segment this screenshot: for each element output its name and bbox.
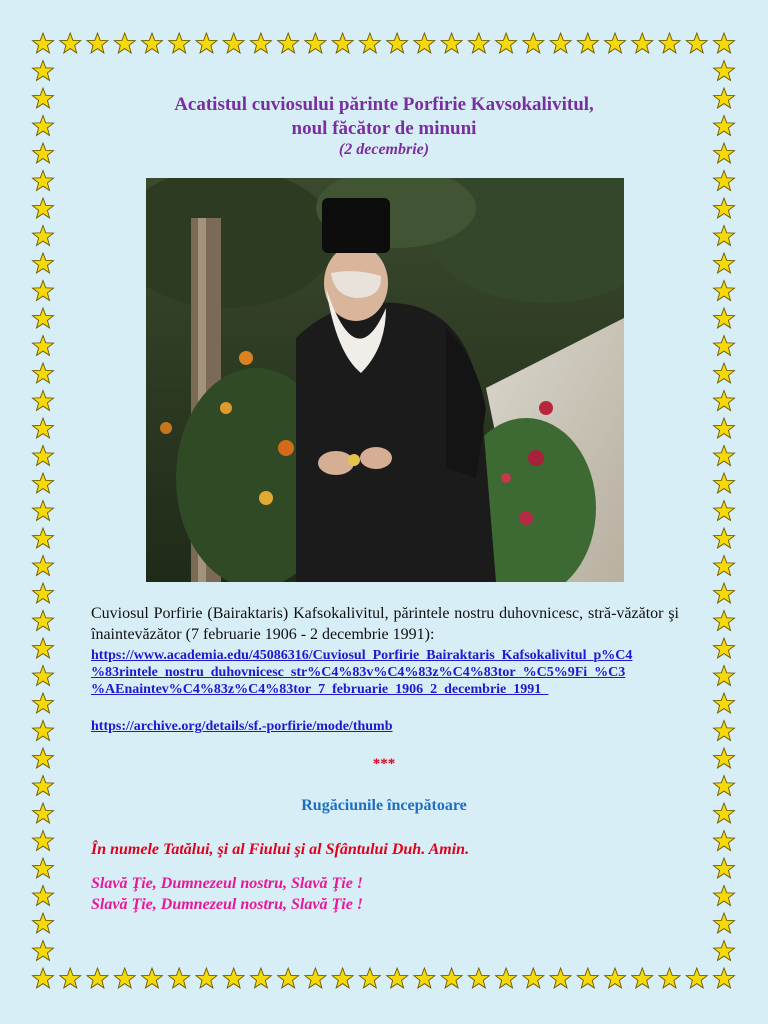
star-icon (33, 171, 54, 191)
star-icon (714, 886, 735, 906)
star-icon (305, 33, 326, 53)
star-icon (714, 171, 735, 191)
star-icon (33, 858, 54, 878)
star-icon (33, 556, 54, 576)
star-icon (714, 913, 735, 933)
page-title-line1: Acatistul cuviosului părinte Porfirie Kavsokalivitul, (174, 94, 594, 115)
star-icon (659, 33, 680, 53)
star-icon (714, 858, 735, 878)
prayer-glory-1: Slavă Ţie, Dumnezeul nostru, Slavă Ţie ! (91, 875, 364, 892)
star-icon (33, 583, 54, 603)
star-icon (496, 33, 517, 53)
star-icon (714, 611, 735, 631)
star-icon (60, 968, 81, 988)
star-icon (33, 968, 54, 988)
star-icon (33, 528, 54, 548)
star-icon (714, 363, 735, 383)
star-icon (523, 968, 544, 988)
star-icon (468, 968, 489, 988)
star-icon (686, 968, 707, 988)
star-icon (714, 638, 735, 658)
star-icon (33, 198, 54, 218)
intro-text-dates: (7 februarie 1906 - 2 decembrie 1991): (181, 626, 435, 643)
star-icon (33, 61, 54, 81)
star-icon (114, 968, 135, 988)
star-icon (169, 968, 190, 988)
star-icon (223, 33, 244, 53)
section-separator: *** (372, 756, 396, 772)
star-icon (523, 33, 544, 53)
academia-link-line1[interactable]: https://www.academia.edu/45086316/Cuviosul_Porfirie_Bairaktaris_Kafsokalivitul_p%C4 (91, 648, 633, 663)
star-icon (33, 501, 54, 521)
intro-text-main: Cuviosul Porfirie (Bairaktaris) Kafsokalivitul, părintele nostru duhovnicesc, stră-văzător şi înaintevăzător (91, 605, 679, 643)
star-icon (33, 336, 54, 356)
star-icon (33, 721, 54, 741)
star-icon (550, 33, 571, 53)
star-icon (577, 33, 598, 53)
star-icon (87, 968, 108, 988)
star-icon (251, 33, 272, 53)
intro-paragraph (91, 603, 679, 645)
star-icon (714, 721, 735, 741)
star-icon (605, 968, 626, 988)
star-icon (414, 968, 435, 988)
star-icon (33, 611, 54, 631)
star-icon (87, 33, 108, 53)
star-icon (60, 33, 81, 53)
star-icon (278, 33, 299, 53)
star-icon (550, 968, 571, 988)
page-title-line2: noul făcător de minuni (291, 118, 477, 139)
star-icon (33, 941, 54, 961)
star-icon (414, 33, 435, 53)
star-icon (714, 226, 735, 246)
star-icon (169, 33, 190, 53)
star-icon (332, 33, 353, 53)
star-icon (714, 418, 735, 438)
academia-link-line3[interactable]: %AEnaintev%C4%83z%C4%83tor_7_februarie_1906_2_decembrie_1991_ (91, 682, 549, 697)
star-icon (714, 776, 735, 796)
star-icon (714, 308, 735, 328)
star-icon (33, 418, 54, 438)
star-icon (114, 33, 135, 53)
archive-link[interactable]: https://archive.org/details/sf.-porfirie/mode/thumb (91, 719, 393, 734)
star-icon (196, 33, 217, 53)
star-icon (496, 968, 517, 988)
star-icon (142, 33, 163, 53)
star-icon (441, 968, 462, 988)
star-icon (33, 886, 54, 906)
star-icon (33, 363, 54, 383)
star-icon (714, 473, 735, 493)
star-icon (33, 831, 54, 851)
star-icon (33, 308, 54, 328)
saint-photo (146, 178, 624, 582)
star-icon (33, 391, 54, 411)
star-icon (605, 33, 626, 53)
star-icon (468, 33, 489, 53)
star-icon (33, 693, 54, 713)
star-icon (659, 968, 680, 988)
star-icon (714, 556, 735, 576)
star-icon (714, 666, 735, 686)
star-icon (714, 281, 735, 301)
star-icon (359, 33, 380, 53)
star-icon (714, 583, 735, 603)
star-icon (33, 33, 54, 53)
star-icon (387, 968, 408, 988)
star-icon (441, 33, 462, 53)
star-icon (251, 968, 272, 988)
star-icon (714, 198, 735, 218)
star-icon (278, 968, 299, 988)
star-icon (686, 33, 707, 53)
star-icon (714, 391, 735, 411)
star-icon (714, 446, 735, 466)
star-icon (714, 336, 735, 356)
star-icon (33, 226, 54, 246)
star-icon (305, 968, 326, 988)
academia-link-line2[interactable]: %83rintele_nostru_duhovnicesc_str%C4%83v%C4%83z%C4%83tor_%C5%9Fi_%C3 (91, 665, 626, 680)
star-icon (332, 968, 353, 988)
star-icon (714, 61, 735, 81)
star-icon (33, 473, 54, 493)
star-icon (632, 33, 653, 53)
star-icon (714, 968, 735, 988)
star-icon (33, 913, 54, 933)
star-icon (223, 968, 244, 988)
star-icon (714, 941, 735, 961)
star-icon (33, 253, 54, 273)
star-icon (196, 968, 217, 988)
star-icon (632, 968, 653, 988)
star-icon (33, 281, 54, 301)
star-icon (714, 501, 735, 521)
star-icon (33, 776, 54, 796)
star-icon (33, 666, 54, 686)
star-icon (142, 968, 163, 988)
star-icon (387, 33, 408, 53)
prayer-invocation: În numele Tatălui, şi al Fiului şi al Sfântului Duh. Amin. (91, 841, 470, 858)
academia-link[interactable] (91, 647, 691, 698)
star-icon (714, 253, 735, 273)
star-icon (714, 831, 735, 851)
star-icon (33, 638, 54, 658)
feast-date: (2 decembrie) (338, 141, 430, 158)
star-icon (714, 33, 735, 53)
star-icon (359, 968, 380, 988)
prayer-glory-2: Slavă Ţie, Dumnezeul nostru, Slavă Ţie ! (91, 896, 364, 913)
star-icon (577, 968, 598, 988)
section-heading: Rugăciunile începătoare (301, 797, 467, 814)
star-icon (714, 693, 735, 713)
star-icon (33, 446, 54, 466)
star-icon (714, 528, 735, 548)
